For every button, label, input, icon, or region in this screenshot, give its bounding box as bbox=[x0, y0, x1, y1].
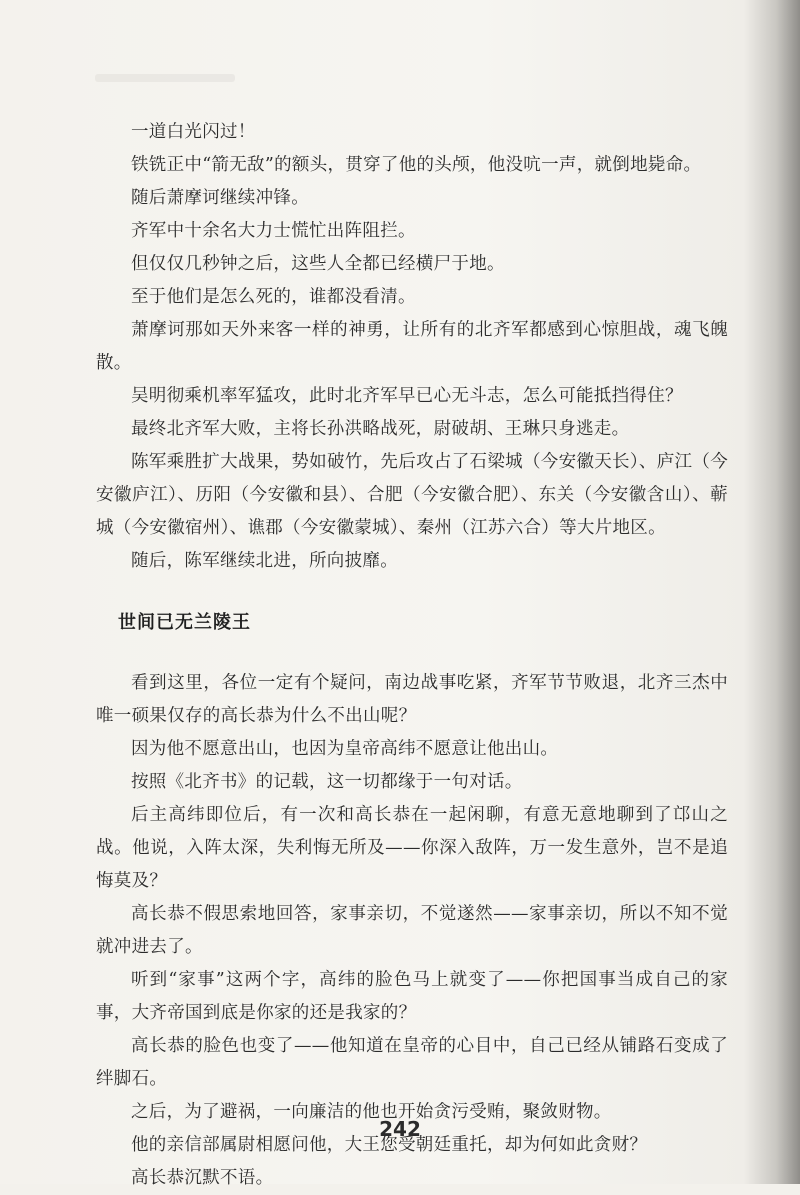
paragraph: 高长恭沉默不语。 bbox=[131, 1168, 274, 1188]
paragraph: 后主高纬即位后，有一次和高长恭在一起闲聊，有意无意地聊到了邙山之战。他说，入阵太深，失利悔无所及——你深入敌阵，万一发生意外，岂不是追悔莫及？ bbox=[96, 805, 728, 891]
paragraph: 随后萧摩诃继续冲锋。 bbox=[131, 188, 309, 208]
paragraph: 高长恭的脸色也变了——他知道在皇帝的心目中，自己已经从铺路石变成了绊脚石。 bbox=[96, 1036, 728, 1089]
paragraph: 高长恭不假思索地回答，家事亲切，不觉遂然——家事亲切，所以不知不觉就冲进去了。 bbox=[96, 904, 728, 957]
paragraph: 至于他们是怎么死的，谁都没看清。 bbox=[131, 287, 416, 307]
paragraph: 之后，为了避祸，一向廉洁的他也开始贪污受贿，聚敛财物。 bbox=[131, 1102, 612, 1122]
paragraph: 他的亲信部属尉相愿问他，大王您受朝廷重托，却为何如此贪财？ bbox=[131, 1135, 648, 1155]
page-number: 242 bbox=[379, 1117, 421, 1141]
section-heading: 世间已无兰陵王 bbox=[118, 612, 251, 633]
paragraph: 按照《北齐书》的记载，这一切都缘于一句对话。 bbox=[131, 772, 523, 792]
paragraph: 因为他不愿意出山，也因为皇帝高纬不愿意让他出山。 bbox=[131, 739, 559, 759]
paragraph: 但仅仅几秒钟之后，这些人全都已经横尸于地。 bbox=[131, 254, 505, 274]
paragraph: 一道白光闪过！ bbox=[131, 122, 256, 142]
paragraph: 最终北齐军大败，主将长孙洪略战死，尉破胡、王琳只身逃走。 bbox=[131, 419, 630, 439]
paragraph: 随后，陈军继续北进，所向披靡。 bbox=[131, 551, 398, 571]
running-header-faint bbox=[95, 74, 235, 82]
paragraph: 陈军乘胜扩大战果，势如破竹，先后攻占了石梁城（今安徽天长）、庐江（今安徽庐江）、历阳（今安徽和县）、合肥（今安徽合肥）、东关（今安徽含山）、蕲城（今安徽宿州）、谯郡（今安徽蒙城）、秦州（江苏六合）等大片地区。 bbox=[96, 452, 728, 538]
paragraph: 萧摩诃那如天外来客一样的神勇，让所有的北齐军都感到心惊胆战，魂飞魄散。 bbox=[96, 320, 728, 373]
paragraph: 铁铣正中“箭无敌”的额头，贯穿了他的头颅，他没吭一声，就倒地毙命。 bbox=[131, 155, 702, 175]
body-text bbox=[96, 116, 728, 1195]
paragraph: 吴明彻乘机率军猛攻，此时北齐军早已心无斗志，怎么可能抵挡得住？ bbox=[131, 386, 683, 406]
paragraph: 齐军中十余名大力士慌忙出阵阻拦。 bbox=[131, 221, 416, 241]
paragraph: 听到“家事”这两个字，高纬的脸色马上就变了——你把国事当成自己的家事，大齐帝国到底是你家的还是我家的？ bbox=[96, 970, 728, 1023]
paragraph: 看到这里，各位一定有个疑问，南边战事吃紧，齐军节节败退，北齐三杰中唯一硕果仅存的高长恭为什么不出山呢？ bbox=[96, 673, 728, 726]
